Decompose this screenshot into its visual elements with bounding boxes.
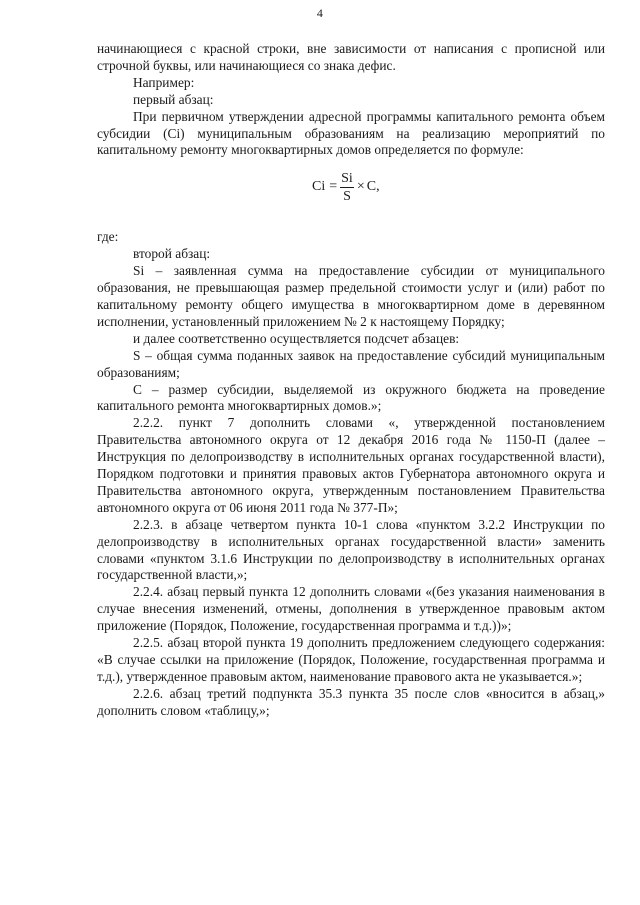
formula-rhs: C,	[366, 179, 380, 195]
formula-fraction	[340, 171, 354, 204]
paragraph: 2.2.6. абзац третий подпункта 35.3 пункта 35 после слов «вносится в абзац,» дополнить словом «таблицу,»;	[97, 685, 605, 718]
formula-lhs: Ci	[312, 179, 326, 195]
formula-times: ×	[356, 179, 365, 195]
paragraph: где:	[97, 229, 119, 245]
formula-expression	[312, 171, 380, 204]
paragraph: Например:	[133, 74, 195, 90]
formula-numerator: Si	[341, 171, 353, 187]
paragraph: 2.2.3. в абзаце четвертом пункта 10-1 слова «пунктом 3.2.2 Инструкции по делопроизводству в исполнительных органах государственной власти» заменить словами «пунктом 3.1.6 Инструкции по делопроизводству в исполнительных органах государственной власти,»;	[97, 516, 605, 583]
paragraph: 2.2.5. абзац второй пункта 19 дополнить предложением следующего содержания: «В случае ссылки на приложение (Порядок, Положение, государственная программа и т.д.), утвержденное правовым актом, наименование правового акта не указывается.»;	[97, 635, 605, 684]
document-body	[97, 41, 605, 720]
paragraph: и далее соответственно осуществляется подсчет абзацев:	[133, 330, 460, 346]
formula	[97, 159, 605, 229]
paragraph: 2.2.4. абзац первый пункта 12 дополнить словами «(без указания наименования в случае внесения изменений, отмены, дополнения в утвержденное правовым актом приложение (Порядок, Положение, государственная программа и т.д.))»;	[97, 584, 605, 634]
paragraph: S – общая сумма поданных заявок на предоставление субсидий муниципальным образованиям;	[97, 347, 605, 380]
formula-equals: =	[329, 179, 338, 195]
paragraph: первый абзац:	[133, 91, 214, 107]
page-number: 4	[316, 6, 324, 20]
paragraph: второй абзац:	[133, 246, 211, 262]
paragraphs-after-formula	[97, 229, 605, 719]
paragraphs-before-formula	[97, 41, 605, 159]
formula-denominator: S	[343, 189, 351, 205]
paragraph: Si – заявленная сумма на предоставление субсидии от муниципального образования, не превышающая размер предельной стоимости услуг и (или) работ по капитальному ремонту общего имущества в многоквартирном доме в деревянном исполнении, установленный приложением № 2 к настоящему Порядку;	[97, 263, 605, 329]
paragraph: начинающиеся с красной строки, вне зависимости от написания с прописной или строчной буквы, или начинающиеся со знака дефис.	[97, 41, 605, 73]
paragraph: При первичном утверждении адресной программы капитального ремонта объем субсидии (Ci) муниципальным образованиям на реализацию мероприятий по капитальному ремонту многоквартирных домов определяется по формуле:	[97, 108, 605, 158]
paragraph: 2.2.2. пункт 7 дополнить словами «, утвержденной постановлением Правительства автономного округа от 12 декабря 2016 года № 1150-П (далее – Инструкция по делопроизводству в исполнительных органах государственной власти), Порядком подготовки и принятия правовых актов Губернатора автономного округа и Правительства автономного округа, утвержденным постановлением Правительства автономного округа от 06 июня 2011 года № 377-П»;	[97, 415, 605, 515]
paragraph: С – размер субсидии, выделяемой из окружного бюджета на проведение капитального ремонта многоквартирных домов.»;	[97, 381, 605, 414]
